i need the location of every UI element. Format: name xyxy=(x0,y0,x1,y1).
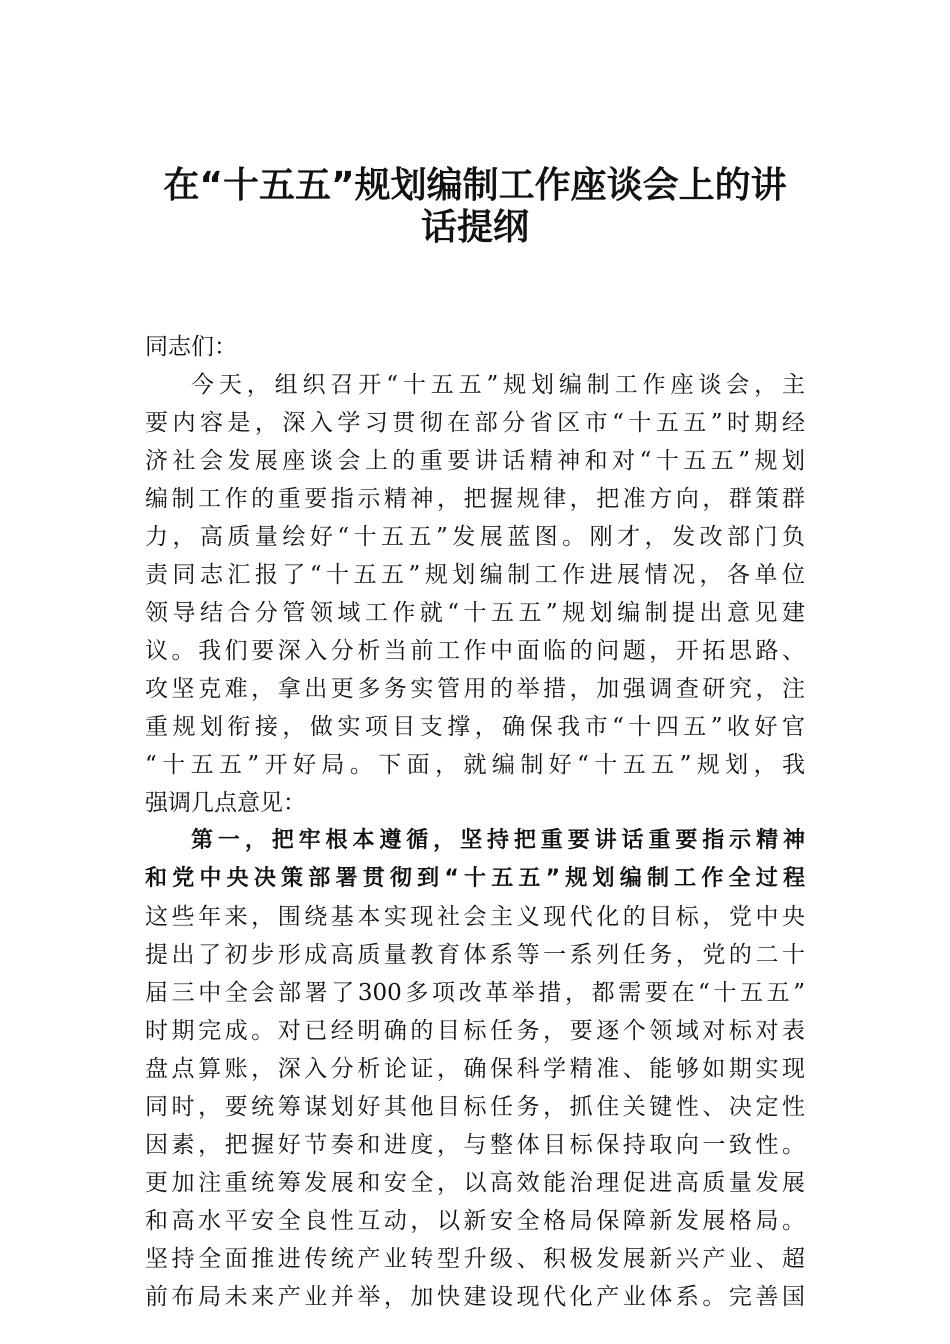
section-body-line: 同时，要统筹谋划好其他目标任务，抓住关键性、决定性 xyxy=(145,1094,805,1120)
document-title-line-2: 话提纲 xyxy=(420,207,529,248)
document-title-line-1: 在“十五五”规划编制工作座谈会上的讲 xyxy=(163,165,787,206)
intro-line: 要内容是，深入学习贯彻在部分省区市“十五五”时期经 xyxy=(145,410,805,436)
intro-line: 议。我们要深入分析当前工作中面临的问题，开拓思路、 xyxy=(145,638,805,664)
section-heading-line: 第一，把牢根本遵循，坚持把重要讲话重要指示精神 xyxy=(191,828,805,853)
section-body-line: 届三中全会部署了300多项改革举措，都需要在“十五五” xyxy=(145,980,805,1006)
intro-line: 力，高质量绘好“十五五”发展蓝图。刚才，发改部门负 xyxy=(145,524,805,550)
intro-line: 编制工作的重要指示精神，把握规律，把准方向，群策群 xyxy=(145,486,805,512)
section-body-line: 更加注重统筹发展和安全，以高效能治理促进高质量发展 xyxy=(145,1170,805,1196)
section-heading-line: 和党中央决策部署贯彻到“十五五”规划编制工作全过程 xyxy=(145,866,805,891)
section-body-line: 和高水平安全良性互动，以新安全格局保障新发展格局。 xyxy=(145,1208,805,1234)
section-body-line: 时期完成。对已经明确的目标任务，要逐个领域对标对表 xyxy=(145,1018,805,1044)
section-body-line: 因素，把握好节奏和进度，与整体目标保持取向一致性。 xyxy=(145,1132,805,1158)
intro-line: 领导结合分管领域工作就“十五五”规划编制提出意见建 xyxy=(145,600,805,626)
intro-line: 责同志汇报了“十五五”规划编制工作进展情况，各单位 xyxy=(145,562,805,588)
intro-line: “十五五”开好局。下面，就编制好“十五五”规划，我 xyxy=(145,752,805,778)
intro-line: 今天，组织召开“十五五”规划编制工作座谈会，主 xyxy=(191,372,805,398)
intro-line: 重规划衔接，做实项目支撑，确保我市“十四五”收好官 xyxy=(145,714,805,740)
intro-line: 攻坚克难，拿出更多务实管用的举措，加强调查研究，注 xyxy=(145,676,805,702)
section-body-line: 坚持全面推进传统产业转型升级、积极发展新兴产业、超 xyxy=(145,1246,805,1272)
document-body xyxy=(145,328,805,1316)
intro-line: 强调几点意见： xyxy=(145,790,306,816)
salutation: 同志们： xyxy=(145,334,237,360)
section-body-line: 前布局未来产业并举，加快建设现代化产业体系。完善国 xyxy=(145,1284,805,1310)
section-body-line: 盘点算账，深入分析论证，确保科学精准、能够如期实现 xyxy=(145,1056,805,1082)
intro-line: 济社会发展座谈会上的重要讲话精神和对“十五五”规划 xyxy=(145,448,805,474)
section-body-line: 这些年来，围绕基本实现社会主义现代化的目标，党中央 xyxy=(145,904,805,930)
section-body-line: 提出了初步形成高质量教育体系等一系列任务，党的二十 xyxy=(145,942,805,968)
